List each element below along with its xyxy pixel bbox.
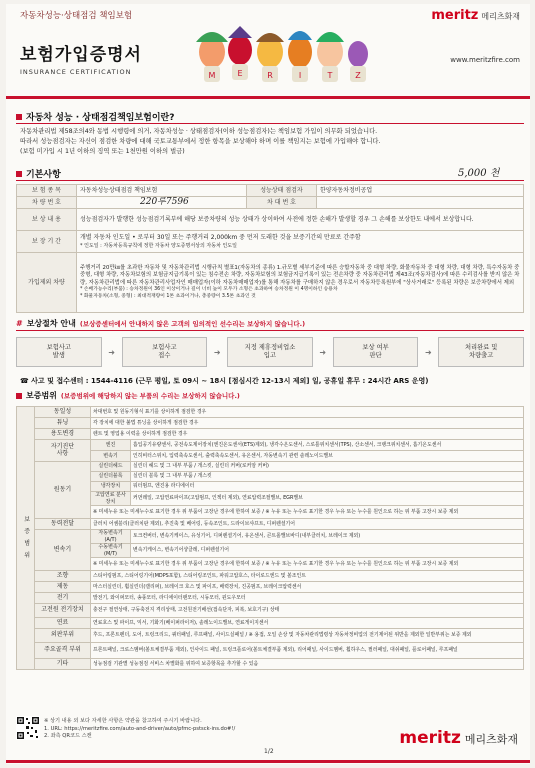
coverage-desc: 커먼레일, 고압연료파이프(고압펌프, 인젝터 제외), 연료압력조절밸브, EGR밸브 (131, 492, 524, 506)
vehicle-number-value: 220루7596 (140, 197, 189, 207)
coverage-desc: 워터펌프, 엔진용 라디에이터 (131, 482, 524, 492)
exclusion-note-2: * 화물자동차(소형, 중형) : 최대적재량이 1톤 초과이거나, 총중량이 3.5톤 초과인 것 (80, 293, 256, 299)
top-bar (6, 4, 530, 26)
intro-line-3: (보험 미가입 시 1년 이하의 징역 또는 1천만원 이하의 벌금) (20, 148, 185, 155)
mascot-4 (288, 31, 312, 82)
page-title-en: INSURANCE CERTIFICATION (20, 68, 132, 76)
coverage-desc: 차대번호 및 원동기형식 표기를 상이하게 점검한 경우 (91, 407, 524, 418)
coverage-sub: 수동변속기 (M/T) (91, 544, 131, 558)
coverage-cat: 고전원 전기장치 (35, 604, 91, 618)
section-bullet-icon (16, 393, 22, 399)
coverage-desc: 변속기케이스, 변속기어샹클레, 디퍼렌셜기어 (131, 544, 524, 558)
claim-step-2: 보험사고 접수 (122, 337, 208, 367)
vehicle-number-label: 차 량 번 호 (17, 197, 77, 209)
coverage-cat: 기타 (35, 659, 91, 670)
section-bullet-icon (16, 114, 22, 120)
mascot-letter-2: E (237, 69, 243, 78)
exclusion-label: 가입제외 차량 (17, 253, 77, 313)
claim-step-1: 보험사고 발생 (16, 337, 102, 367)
vin-label: 차 대 번 호 (247, 197, 317, 209)
coverage-sub: 변속기 (91, 451, 131, 462)
claim-step-3: 지정 제휴정비업소 입고 (227, 337, 313, 367)
coverage-desc: 발전기, 와이퍼모터, 송풍모터, 라디에이터팬모터, 시동모터, 윈도우모터 (91, 593, 524, 604)
coverage-cat: 외판부위 (35, 629, 91, 643)
footer-divider (6, 760, 530, 763)
mascot-1 (196, 32, 228, 82)
coverage-desc: 렌트 및 영업용 이력을 상이하게 점검한 경우 (91, 429, 524, 440)
arrow-right-icon: ➜ (108, 347, 115, 357)
claim-heading-text: 보상절차 안내 (26, 319, 76, 328)
arrow-right-icon: ➜ (213, 347, 221, 357)
claim-rule (16, 330, 524, 331)
mascot-letter-1: M (208, 71, 216, 80)
coverage-desc: 성능점검 기관별 성능점검 서비스 차별화를 위하여 보증항목을 추가할 수 있음 (91, 659, 524, 670)
coverage-desc: 스티어링펌프, 스티어링기어(MDPS포함), 스티어링조인트, 파워고압호스, 타이로드엔드 및 볼조인트 (91, 571, 524, 582)
coverage-cat: 용도변경 (35, 429, 91, 440)
claim-flow (16, 334, 524, 370)
vin-value (317, 197, 524, 209)
arrow-right-icon: ➜ (425, 347, 432, 357)
coverage-desc: 실린더 헤드 및 그 내부 부품 / 개스킷, 실린더 커버(로커암 커버) (131, 462, 524, 472)
page-number: 1/2 (264, 748, 274, 755)
period-value: 개별 자동차 인도일 • 로부터 30일 또는 주행거리 2,000km 중 먼저 도래한 것을 보증기간의 만료로 간주함 (80, 233, 361, 241)
mascot-3 (256, 33, 284, 82)
period-cell (77, 231, 524, 253)
period-label: 보 장 기 간 (17, 231, 77, 253)
coverage-desc: 토크컨버터, 변속기케이스, 유성기어, 디퍼렌셜기어, 유온센서, 콘트롤밸브바디(내부클러치, 브레이크 제외) (131, 530, 524, 544)
basic-heading-text: 기본사항 (26, 170, 61, 180)
coverage-heading (16, 390, 240, 401)
mascot-letter-5: T (327, 71, 333, 80)
coverage-desc: 실린더 블록 및 그 내부 부품 / 개스킷 (131, 472, 524, 482)
coverage-cat-selfdiag (35, 440, 91, 462)
page-title: 보험가입증명서 (20, 45, 142, 65)
intro-text (20, 127, 526, 157)
coverage-table (16, 406, 524, 670)
coverage-sub: 실린더헤드 (91, 462, 131, 472)
intro-heading-text: 자동차 성능 · 상태점검책임보험이란? (26, 113, 175, 123)
intro-heading (16, 110, 174, 123)
claim-step-4: 보상 여부 판단 (333, 337, 419, 367)
coverage-cat: 제동 (35, 582, 91, 593)
coverage-cat: 동일성 (35, 407, 91, 418)
coverage-desc: 흡입공기유량센서, 공전속도제어장치(엔진온도센서(ETS)제외), 냉각수온도센서, 스로틀위치센서(TPS), 산소센서, 크랭크위치센서, 흡기온도센서 (131, 440, 524, 451)
header-subtitle: 자동차성능·상태점검 책임보험 (20, 11, 133, 21)
exclusion-note-1: * 손배가능수리(부품) : 승차정원이 36인 이상이거나 길이 너비 높이 모두가 소형은 초과하여 승차정원 이 4명이하인 승용차 (80, 287, 338, 293)
coverage-cat: 변속기 (35, 530, 91, 571)
coverage-desc: 클러치 어셈블리(클러치판 제외), 추진축 및 베어링, 등속조인트, 드라이브샤프트, 디퍼렌셜기어 (91, 519, 524, 530)
product-value: 자동차성능상태점검 책임보험 (77, 185, 247, 197)
coverage-cat: 원동기 (35, 462, 91, 519)
intro-rule (16, 123, 524, 124)
coverage-cat: 동력전달 (35, 519, 91, 530)
mascot-6 (348, 41, 368, 82)
mascot-5 (316, 32, 344, 82)
footer-brand-logo (399, 728, 518, 748)
claim-phone: ☎ 사고 및 접수센터 : 1544-4116 (근무 평일, 토 09시 ~ 18시 [점심시간 12-13시 제외] 일, 공휴일 휴무 : 24시간 ARS 운영) (20, 377, 429, 385)
coverage-desc: 각 장치에 대한 불법 튜닝을 상이하게 점검한 경우 (91, 418, 524, 429)
footer-logo-ko: 메리츠화재 (464, 733, 518, 746)
mascot-letter-3: R (267, 71, 273, 80)
mascot-letter-6: Z (355, 71, 361, 80)
basic-info-table (16, 184, 524, 313)
mascot-illustration (190, 26, 370, 88)
coverage-sub: 냉각장치 (91, 482, 131, 492)
coverage-desc: 후드, 프론트펜더, 도어, 트렁크리드, 쿼터패널, 루프패널, 사이드실패널 / ※ 용접, 오일 손상 및 자동차관리법령상 자동차정비업의 전기제어된 위반을 제외한 일반부위는 보증 제외 (91, 629, 524, 643)
coverage-side-label: 보 증 범 위 (17, 407, 35, 670)
exclusion-cell (77, 253, 524, 313)
coverage-desc: 연료호스 및 파이프, 익서, 기화기(베이퍼라이저), 솔레노이드밸브, 연료게이지센서 (91, 618, 524, 629)
intro-line-2: 따라서 성능점검자는 자신이 점검한 차량에 대해 국토교통부에서 정한 항목을 보상해야 하며 이를 책임지는 보험에 가입해야 합니다. (20, 138, 381, 145)
coverage-cat: 주요골격 부위 (35, 643, 91, 659)
product-label: 보 험 종 목 (17, 185, 77, 197)
brand-logo-ko: 메리츠화재 (481, 11, 520, 21)
coverage-cat-part: 사항 (56, 449, 69, 457)
claim-step-5: 처리완료 및 차량출고 (438, 337, 524, 367)
coverage-desc: 프론트패널, 크로스멤버(볼트체결부품 제외), 인사이드 패널, 트렁크플로어(볼트체결부품 제외), 리어패널, 사이드멤버, 휠하우스, 필러패널, 대쉬패널, 플로어패널, 루프패널 (91, 643, 524, 659)
coverage-sub: 실린더블록 (91, 472, 131, 482)
basic-rule (16, 180, 524, 181)
coverage-desc: 마스터실린더, 휠실린더(캘리퍼), 브레이크 호스 및 파이프, 배력장치, 진공펌프, 브레이크압력센서 (91, 582, 524, 593)
vehicle-number-cell (77, 197, 247, 209)
coverage-cat: 튜닝 (35, 418, 91, 429)
coverage-sub: 고압연료 분사장치 (91, 492, 131, 506)
coverage-cat: 조향 (35, 571, 91, 582)
cause-value: 성능점검자가 발행한 성능점검기록부에 해당 보증차량의 성능 상태가 상이하여 사전에 정한 손해가 발생할 경우 그 손해를 보상한도 내에서 보상합니다. (77, 209, 524, 231)
coverage-cat-part: 자기진단 (50, 443, 75, 451)
coverage-note: ※ 미세누유 또는 미세누수로 표기한 경우 위 부품이 고장난 경우에 한하여 보증 / ※ 누유 또는 누수로 표기한 경우 누유 또는 누수를 원인으로 하는 위 부품 고장시 보증 제외 (91, 506, 524, 519)
basic-heading (16, 167, 61, 180)
coverage-heading-text: 보증범위 (26, 391, 57, 400)
coverage-note: ※ 미세누유 또는 미세누수로 표기한 경우 위 부품이 고장난 경우에 한하여 보증 / ※ 누유 또는 누수로 표기한 경우 누유 또는 누수를 원인으로 하는 위 부품 고장시 보증 제외 (91, 558, 524, 571)
section-bullet-icon (16, 171, 22, 177)
website-url: www.meritzfire.com (450, 56, 520, 64)
intro-line-1: 자동차관리법 제58조의4와 동법 시행령에 의거, 자동차성능 · 상태점검자(이하 성능점검자)는 책임보험 가입이 의무화 되었습니다. (20, 128, 378, 135)
qr-code-icon[interactable] (16, 716, 40, 740)
mascot-2 (228, 26, 252, 80)
period-note: * 인도일 : 자동차등록규칙에 정한 자동차 양도증명서상의 자동차 인도일 (80, 242, 237, 249)
coverage-desc: 충전구 절연상태, 구동축전지 격리상태, 고전원전기배선(접속단자, 피복, 보호기구) 상태 (91, 604, 524, 618)
footer-logo-en: meritz (399, 728, 461, 748)
top-brand-logo (431, 8, 520, 23)
handwritten-amount: 5,000 천 (458, 168, 500, 179)
exclusion-value: 주행거리 20만㎞를 초과한 자동차 및 자동차관리법 시행규칙 별표1(자동차의 종류) 1.규모별 세부기준에 따른 승합자동차 중 대형 차량, 화물자동차 중 대형 차량, 대형 차량, 특수자동차 중 중형, 대형 차량, 자동차보험의 보험금지급기록이 있는 침수전손 차량, 자동차보험의 보험금지급기록이 있는 전손차량 중 자동차관리법 제43조(자동차검사)에 따른 수리검사를 받지 않은 차량, 자동차관리법에 따른 자동차관리사업자인 매매업자(이하 자동차매매업자)를 통해 자동차를 구매하지 않은 경우로서 자동차등록원부에 "상사거래로" 등록된 차량은 보증차량에서 제외 (80, 264, 520, 286)
coverage-sub: 자동변속기 (A/T) (91, 530, 131, 544)
cause-label: 보 상 내 용 (17, 209, 77, 231)
notes-line-3: 2. 좌측 QR코드 스캔 (44, 733, 92, 739)
certificate-page (6, 4, 530, 764)
arrow-right-icon: ➜ (319, 347, 327, 357)
claim-heading (16, 318, 305, 329)
footer-notes (44, 718, 344, 741)
coverage-desc: 인히비터스위치, 입력축속도센서, 출력축속도센서, 유온센서, 자동변속기 관련 솔레노이드밸브 (131, 451, 524, 462)
hash-icon: # (16, 319, 23, 328)
coverage-sub: 엔진 (91, 440, 131, 451)
notes-line-1: ※ 상기 내용 외 보다 자세한 사항은 약관을 참고하여 주시기 바랍니다. (44, 718, 202, 724)
header-divider (6, 96, 530, 99)
inspector-label: 성능상태 점검자 (247, 185, 317, 197)
notes-url[interactable]: 1. URL: https://meritzfire.com/auto-and-driver/auto/pfmc-pstsck-ins.do#!/ (44, 725, 236, 732)
title-area (20, 40, 530, 102)
brand-logo-en: meritz (431, 7, 479, 23)
inspector-value: 한양자동차정비공업 (317, 185, 524, 197)
coverage-cat: 연료 (35, 618, 91, 629)
coverage-heading-note: (보증범위에 해당하지 않는 부품의 수리는 보상하지 않습니다.) (60, 392, 240, 400)
coverage-cat: 전기 (35, 593, 91, 604)
mascot-letter-4: I (298, 71, 302, 80)
claim-heading-note: (보상증센터에서 안내하지 않은 고객의 임의적인 선수리는 보상하지 않습니다.) (79, 320, 306, 328)
